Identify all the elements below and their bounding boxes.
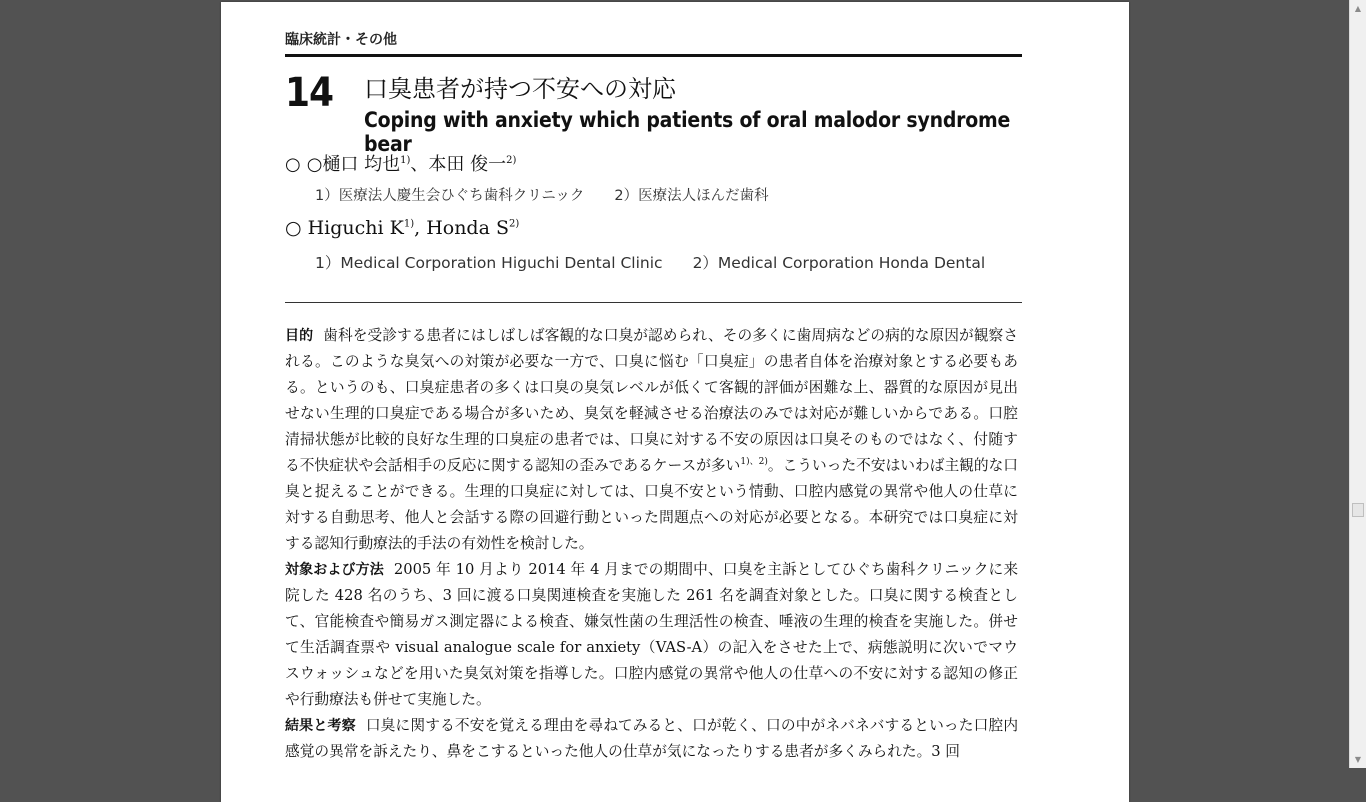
presenter-circle-icon: ○ <box>285 217 302 239</box>
title-english: Coping with anxiety which patients of oral malodor syndrome bear <box>364 108 1011 156</box>
abstract-divider <box>285 302 1022 303</box>
methods-label: 対象および方法 <box>285 562 384 578</box>
scroll-thumb[interactable] <box>1352 503 1364 517</box>
author-separator-ja: 、 <box>410 154 429 175</box>
authors-japanese <box>285 150 516 176</box>
purpose-text-a: 歯科を受診する患者にはしばしば客観的な口臭が認められ、その多くに歯周病などの病的な原因が観察される。このような臭気への対策が必要な一方で、口臭に悩む「口臭症」の患者自体を治療対象とする必要もある。というのも、口臭症患者の多くは口臭の臭気レベルが低くて客観的評価が困難な上、器質的な原因が見出せない生理的口臭症である場合が多いため、臭気を軽減させる治療法のみでは対応が難しいからである。口腔清掃状態が比較的良好な生理的口臭症の患者では、口臭に対する不安の原因は口臭そのものではなく、付随する不快症状や会話相手の反応に関する認知の歪みであるケースが多い <box>285 327 1019 474</box>
author-2-en-affil: 2) <box>508 218 520 230</box>
affiliations-japanese <box>315 184 769 205</box>
header-rule <box>285 54 1022 57</box>
scroll-down-icon[interactable]: ▼ <box>1354 755 1362 764</box>
results-label: 結果と考察 <box>285 718 356 734</box>
scroll-up-icon[interactable]: ▲ <box>1354 4 1362 13</box>
section-category: 臨床統計・その他 <box>285 32 397 48</box>
author-2-en: Honda S <box>426 217 509 239</box>
vertical-scrollbar[interactable] <box>1349 0 1366 768</box>
affiliation-2-ja: 2）医療法人ほんだ歯科 <box>614 188 769 204</box>
article-number: 14 <box>285 70 334 116</box>
affiliation-1-ja: 1）医療法人慶生会ひぐち歯科クリニック <box>315 188 585 204</box>
purpose-citation: 1)、2) <box>740 457 768 468</box>
methods-paragraph <box>285 557 1018 713</box>
authors-english <box>285 217 519 239</box>
methods-text: 2005 年 10 月より 2014 年 4 月までの期間中、口臭を主訴としてひぐち歯科クリニックに来院した 428 名のうち、3 回に渡る口臭関連検査を実施した 261 名を調査対象とした。口臭に関する検査として、官能検査や簡易ガス測定器による検査、嫌気性菌の生理活性の検査、唾液の生理的検査を実施した。併せて生活調査票や visual analogue scale for anxiety（VAS-A）の記入をさせた上で、病態説明に次いでマウスウォッシュなどを用いた臭気対策を指導した。口腔内感覚の異常や他人の仕草への不安に対する認知の修正や行動療法も併せて実施した。 <box>285 561 1019 708</box>
title-japanese: 口臭患者が持つ不安への対応 <box>364 75 676 103</box>
results-paragraph <box>285 713 1018 765</box>
affiliation-1-en: 1）Medical Corporation Higuchi Dental Clinic <box>315 254 663 272</box>
purpose-label: 目的 <box>285 328 314 344</box>
author-1-ja-affil: 1) <box>400 155 411 166</box>
affiliation-2-en: 2）Medical Corporation Honda Dental <box>692 254 986 272</box>
author-1-ja: ○樋口 均也 <box>306 154 401 175</box>
purpose-paragraph <box>285 323 1018 557</box>
abstract-body <box>285 323 1018 765</box>
author-1-en-affil: 1) <box>403 218 415 230</box>
author-2-ja: 本田 俊一 <box>428 154 507 175</box>
purpose-text-b: 。こういった不安はいわば主観的な口臭と捉えることができる。生理的口臭症に対しては、口臭不安という情動、口腔内感覚の異常や他人の仕草に対する自動思考、他人と会話する際の回避行動といった問題点への対応が必要となる。本研究では口臭症に対する認知行動療法的手法の有効性を検討した。 <box>285 457 1018 552</box>
presenter-circle-icon: ○ <box>285 154 301 175</box>
author-1-en: Higuchi K <box>307 217 404 239</box>
author-2-ja-affil: 2) <box>506 155 517 166</box>
author-separator-en: , <box>414 217 427 239</box>
affiliations-english <box>315 251 985 273</box>
pdf-page <box>221 2 1129 802</box>
results-text: 口臭に関する不安を覚える理由を尋ねてみると、口が乾く、口の中がネバネバするといった口腔内感覚の異常を訴えたり、鼻をこするといった他人の仕草が気になったりする患者が多くみられた。3 回 <box>285 717 1019 760</box>
